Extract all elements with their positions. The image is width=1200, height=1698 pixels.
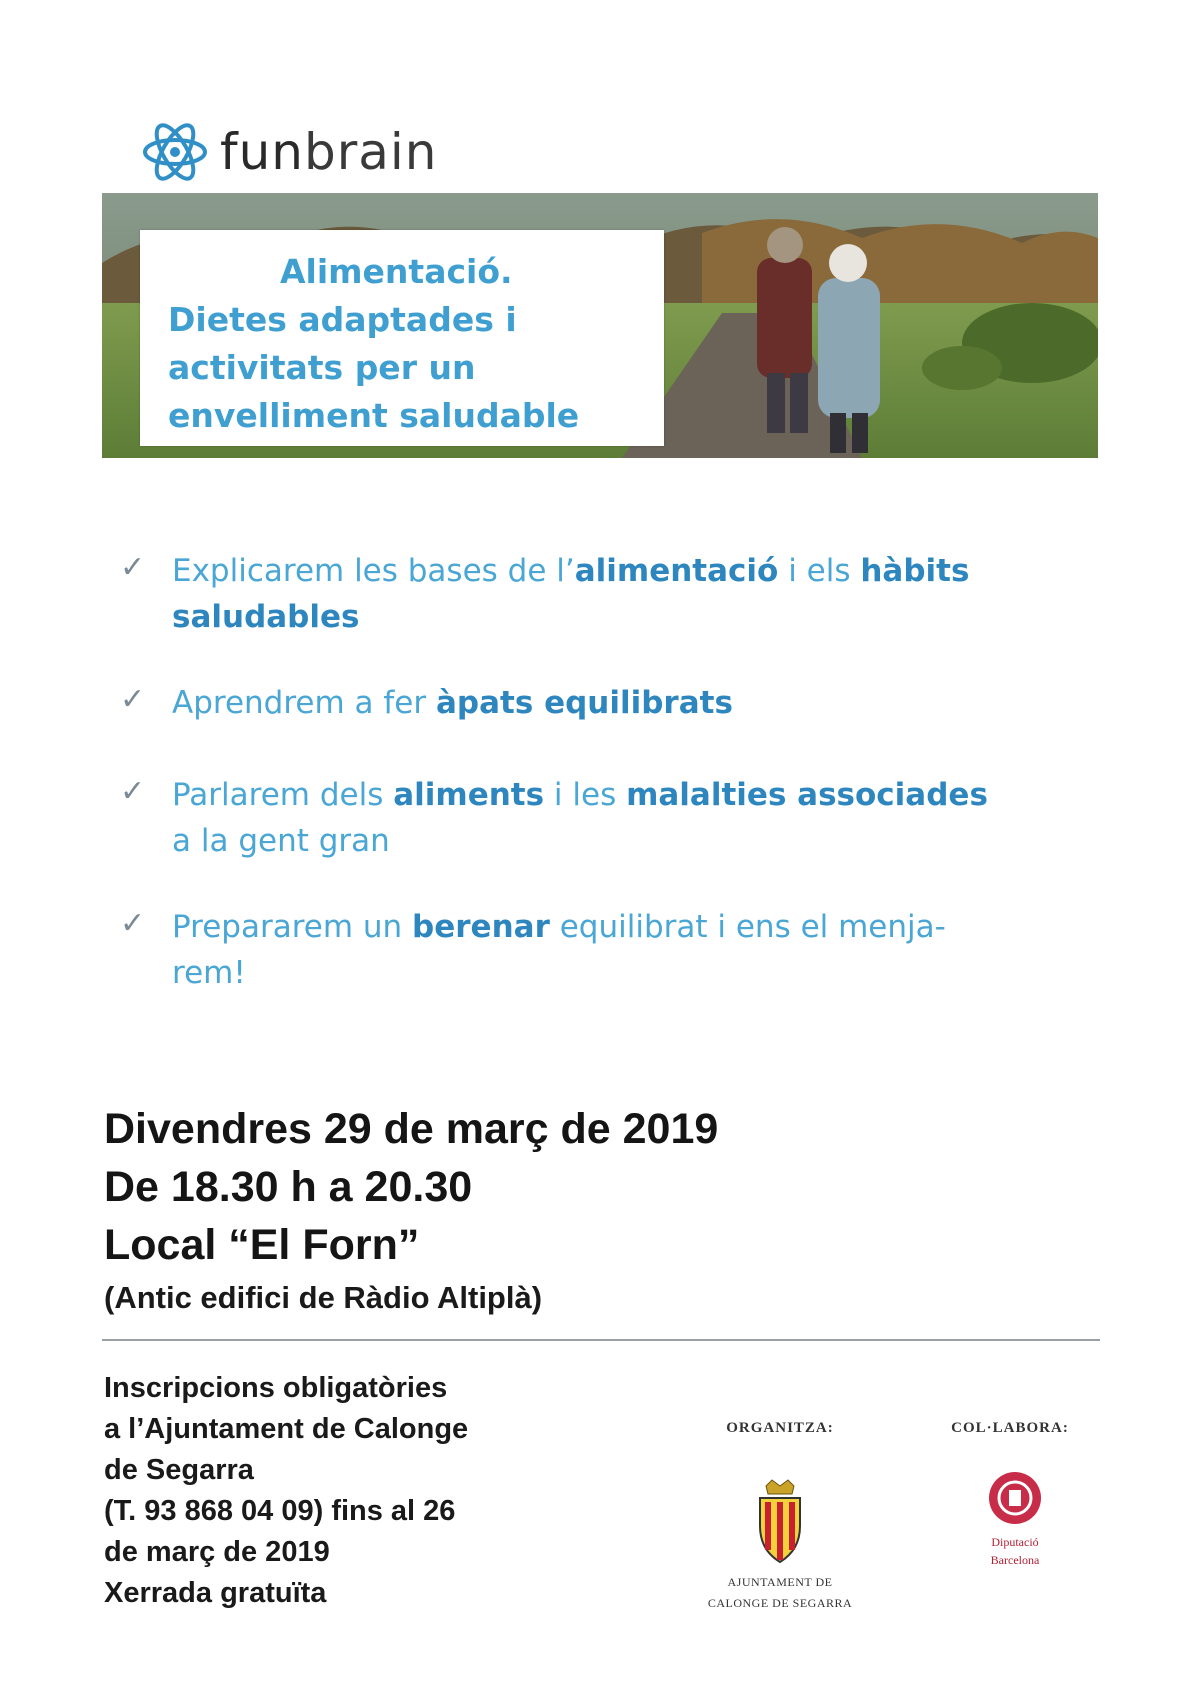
title-line-1: Alimentació.	[280, 252, 513, 291]
checklist-item-line	[172, 950, 946, 996]
checkmark-icon: ✓	[120, 774, 146, 809]
registration-line: de Segarra	[104, 1454, 254, 1486]
event-date: Divendres 29 de març de 2019	[104, 1105, 719, 1153]
checklist-bold-segment: malalties associades	[626, 777, 988, 813]
event-time: De 18.30 h a 20.30	[104, 1163, 473, 1211]
funbrain-logo	[140, 112, 438, 192]
checklist-item	[120, 680, 733, 726]
checklist-text-segment: Prepararem un	[172, 909, 413, 945]
checklist-bold-segment: alimentació	[574, 553, 779, 589]
checklist-bold-segment: saludables	[172, 599, 360, 635]
diputacio-logo	[950, 1470, 1080, 1567]
collabora-label: COL·LABORA:	[951, 1420, 1069, 1436]
event-place: Local “El Forn”	[104, 1221, 420, 1269]
checklist-text-segment: i els	[778, 553, 861, 589]
checkmark-icon: ✓	[120, 550, 146, 585]
ajuntament-logo	[700, 1478, 860, 1611]
divider	[102, 1339, 1100, 1341]
event-place-note: (Antic edifici de Ràdio Altiplà)	[104, 1280, 543, 1315]
checklist-item	[120, 548, 969, 640]
checkmark-icon: ✓	[120, 906, 146, 941]
organitza-label: ORGANITZA:	[726, 1420, 834, 1436]
collabora-name-line1: Diputació	[991, 1535, 1039, 1549]
event-details	[104, 1100, 718, 1322]
checklist-bold-segment: hàbits	[860, 553, 970, 589]
checklist-bold-segment: berenar	[412, 909, 550, 945]
registration-info	[104, 1368, 644, 1614]
brand-name-fun: fun	[220, 123, 304, 181]
registration-line: Xerrada gratuïta	[104, 1577, 327, 1609]
checklist-item-line	[172, 772, 988, 818]
checklist-item-line	[172, 548, 969, 594]
diputacio-emblem-icon	[987, 1470, 1043, 1526]
brand-name	[220, 123, 438, 181]
checklist-text-segment: i les	[544, 777, 627, 813]
checklist-text-segment: a la gent gran	[172, 823, 390, 859]
brain-atom-icon	[140, 117, 210, 187]
checklist-item-line	[172, 680, 733, 726]
collabora-name-line2: Barcelona	[990, 1553, 1040, 1567]
title-line-4: envelliment saludable	[168, 396, 580, 435]
checkmark-icon: ✓	[120, 682, 146, 717]
registration-line: Inscripcions obligatòries	[104, 1372, 448, 1404]
checklist-text-segment: Explicarem les bases de l’	[172, 553, 575, 589]
checklist-text-segment: equilibrat i ens el menja-	[549, 909, 946, 945]
checklist-item-line	[172, 818, 988, 864]
checklist-item	[120, 904, 946, 996]
title-line-2: Dietes adaptades i	[168, 300, 517, 339]
registration-line: a l’Ajuntament de Calonge	[104, 1413, 469, 1445]
checklist-text-segment: rem!	[172, 955, 246, 991]
organitza-name-line2: CALONGE DE SEGARRA	[707, 1596, 853, 1610]
checklist-item-line	[172, 594, 969, 640]
checklist-bold-segment: aliments	[393, 777, 545, 813]
title-box	[140, 230, 664, 446]
registration-line: (T. 93 868 04 09) fins al 26	[104, 1495, 456, 1527]
brand-name-brain: brain	[303, 123, 438, 181]
coat-of-arms-icon	[748, 1478, 812, 1564]
checklist-bold-segment: àpats equilibrats	[435, 685, 733, 721]
title-line-3: activitats per un	[168, 348, 476, 387]
checklist-text-segment: Aprendrem a fer	[172, 685, 436, 721]
registration-line: de març de 2019	[104, 1536, 330, 1568]
checklist-item	[120, 772, 988, 864]
organitza-name-line1: AJUNTAMENT DE	[727, 1575, 833, 1589]
checklist-item-line	[172, 904, 946, 950]
checklist-text-segment: Parlarem dels	[172, 777, 394, 813]
